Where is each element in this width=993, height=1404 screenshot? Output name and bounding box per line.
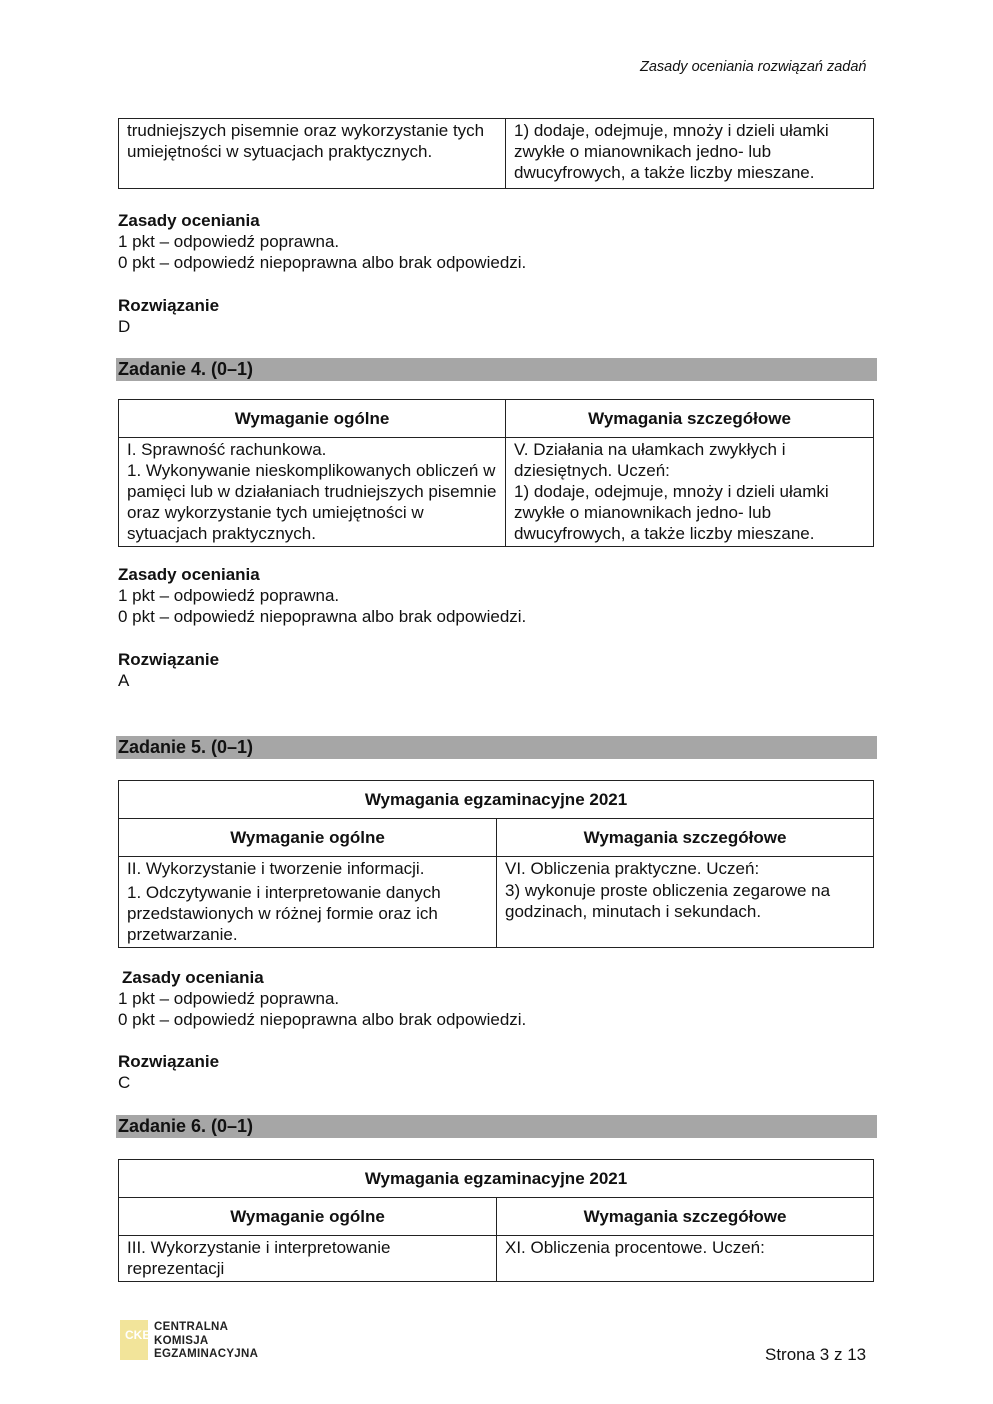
column-header-general: Wymaganie ogólne bbox=[119, 400, 506, 438]
table-header-row bbox=[119, 819, 874, 857]
page-header: Zasady oceniania rozwiązań zadań bbox=[640, 59, 867, 75]
general-requirement-cell: trudniejszych pisemnie oraz wykorzystanie tych umiejętności w sytuacjach praktycznych. bbox=[119, 119, 506, 189]
table-title: Wymagania egzaminacyjne 2021 bbox=[119, 781, 874, 819]
cke-logo-icon: CKE bbox=[120, 1320, 148, 1360]
scoring-rules-4 bbox=[118, 564, 526, 627]
table-row bbox=[119, 1236, 874, 1282]
task-5-table bbox=[118, 780, 874, 948]
table-row bbox=[119, 857, 874, 948]
logo-line-1: CENTRALNA bbox=[154, 1321, 229, 1333]
rules-title: Zasady oceniania bbox=[122, 968, 264, 987]
solution-3 bbox=[118, 295, 219, 337]
rules-title: Zasady oceniania bbox=[118, 211, 260, 230]
column-header-detailed: Wymagania szczegółowe bbox=[497, 819, 874, 857]
general-requirement-title: II. Wykorzystanie i tworzenie informacji. bbox=[127, 859, 425, 878]
solution-title: Rozwiązanie bbox=[118, 296, 220, 315]
detailed-requirement-item: 1) dodaje, odejmuje, mnoży i dzieli ułamki zwykłe o mianownikach jedno- lub dwucyfrowych, a także liczby mieszane. bbox=[514, 482, 829, 543]
page-number: Strona 3 z 13 bbox=[765, 1345, 867, 1364]
table-title-row bbox=[119, 1160, 874, 1198]
table-header-row bbox=[119, 1198, 874, 1236]
detailed-requirement-title: VI. Obliczenia praktyczne. Uczeń: bbox=[505, 859, 760, 878]
task-4-title: Zadanie 4. (0–1) bbox=[116, 358, 877, 381]
task-6-title: Zadanie 6. (0–1) bbox=[116, 1115, 877, 1138]
solution-5 bbox=[118, 1051, 219, 1093]
solution-title: Rozwiązanie bbox=[118, 650, 220, 669]
cke-logo-text bbox=[154, 1321, 258, 1362]
column-header-general: Wymaganie ogólne bbox=[119, 819, 497, 857]
task-5-title: Zadanie 5. (0–1) bbox=[116, 736, 877, 759]
cke-logo bbox=[120, 1320, 280, 1362]
general-requirement-cell bbox=[119, 438, 506, 547]
table-row bbox=[119, 438, 874, 547]
rule-2: 0 pkt – odpowiedź niepoprawna albo brak odpowiedzi. bbox=[118, 253, 527, 272]
general-requirement-item: 1. Wykonywanie nieskomplikowanych obliczeń w pamięci lub w działaniach trudniejszych pisemnie oraz wykorzystanie tych umiejętności w sytuacjach praktycznych. bbox=[127, 461, 497, 543]
solution-4 bbox=[118, 649, 219, 691]
table-header-row bbox=[119, 400, 874, 438]
table-title: Wymagania egzaminacyjne 2021 bbox=[119, 1160, 874, 1198]
logo-line-3: EGZAMINACYJNA bbox=[154, 1348, 259, 1360]
general-requirement-cell bbox=[119, 857, 497, 948]
detailed-requirement-item: 3) wykonuje proste obliczenia zegarowe na godzinach, minutach i sekundach. bbox=[505, 881, 831, 921]
table-title-row bbox=[119, 781, 874, 819]
solution-answer: C bbox=[118, 1073, 131, 1092]
column-header-detailed: Wymagania szczegółowe bbox=[497, 1198, 874, 1236]
detailed-requirement-cell: 1) dodaje, odejmuje, mnoży i dzieli ułamki zwykłe o mianownikach jedno- lub dwucyfrowych, a także liczby mieszane. bbox=[506, 119, 874, 189]
task-4-table bbox=[118, 399, 874, 547]
general-requirement-item: 1. Odczytywanie i interpretowanie danych przedstawionych w różnej formie oraz ich przetwarzanie. bbox=[127, 883, 441, 944]
rule-1: 1 pkt – odpowiedź poprawna. bbox=[118, 989, 340, 1008]
rules-title: Zasady oceniania bbox=[118, 565, 260, 584]
general-requirement-title: I. Sprawność rachunkowa. bbox=[127, 440, 327, 459]
rule-2: 0 pkt – odpowiedź niepoprawna albo brak odpowiedzi. bbox=[118, 1010, 527, 1029]
detailed-requirement-cell bbox=[506, 438, 874, 547]
solution-title: Rozwiązanie bbox=[118, 1052, 220, 1071]
detailed-requirement-cell: XI. Obliczenia procentowe. Uczeń: bbox=[497, 1236, 874, 1282]
detailed-requirement-cell bbox=[497, 857, 874, 948]
rule-2: 0 pkt – odpowiedź niepoprawna albo brak odpowiedzi. bbox=[118, 607, 527, 626]
logo-line-2: KOMISJA bbox=[154, 1334, 209, 1347]
column-header-general: Wymaganie ogólne bbox=[119, 1198, 497, 1236]
general-requirement-cell: III. Wykorzystanie i interpretowanie reprezentacji bbox=[119, 1236, 497, 1282]
rule-1: 1 pkt – odpowiedź poprawna. bbox=[118, 586, 340, 605]
column-header-detailed: Wymagania szczegółowe bbox=[506, 400, 874, 438]
solution-answer: D bbox=[118, 317, 131, 336]
solution-answer: A bbox=[118, 671, 130, 690]
task-6-table bbox=[118, 1159, 874, 1282]
scoring-rules-5-items bbox=[118, 988, 526, 1030]
scoring-rules-5 bbox=[122, 967, 264, 988]
detailed-requirement-title: V. Działania na ułamkach zwykłych i dziesiętnych. Uczeń: bbox=[514, 440, 786, 480]
rule-1: 1 pkt – odpowiedź poprawna. bbox=[118, 232, 340, 251]
scoring-rules-3 bbox=[118, 210, 526, 273]
table-row bbox=[119, 119, 874, 189]
top-requirements-table bbox=[118, 118, 874, 189]
